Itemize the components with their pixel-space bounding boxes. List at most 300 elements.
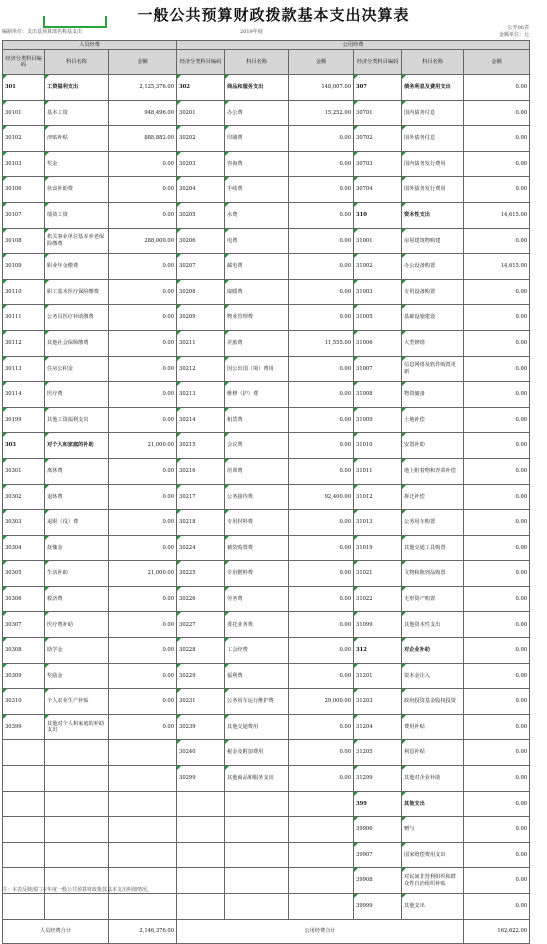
row-amount [109,766,177,792]
row-code: 30209 [177,305,225,331]
table-row [3,100,530,126]
row-name: 奖金 [45,151,109,177]
row-name: 房屋建筑物购建 [402,228,464,254]
row-amount: 0.00 [109,638,177,664]
row-name: 办公费 [225,100,289,126]
row-amount: 0.00 [464,330,530,356]
row-code: 39908 [354,868,402,894]
row-amount: 0.00 [109,612,177,638]
row-amount [109,817,177,843]
row-name: 绩效工资 [45,202,109,228]
selection-marker [43,16,107,28]
row-name: 物业管理费 [225,305,289,331]
row-code: 31001 [354,228,402,254]
row-name: 基础设施建设 [402,305,464,331]
row-amount [109,894,177,920]
row-name: 维修（护）费 [225,382,289,408]
row-amount [289,817,354,843]
table-number: 公开06表 [507,25,529,31]
row-amount: 0.00 [464,663,530,689]
row-code: 30203 [177,151,225,177]
row-amount: 0.00 [464,433,530,459]
row-name: 无形资产购置 [402,586,464,612]
row-amount: 0.00 [464,305,530,331]
row-name: 电费 [225,228,289,254]
row-amount: 0.00 [109,356,177,382]
row-name: 个人农业生产补贴 [45,689,109,715]
row-code: 30208 [177,279,225,305]
row-amount: 0.00 [289,433,354,459]
row-code: 302 [177,75,225,101]
row-name: 专用材料费 [225,510,289,536]
row-code: 31201 [354,663,402,689]
row-name: 国外债务发行费用 [402,177,464,203]
row-amount: 0.00 [464,535,530,561]
personnel-total-label: 人员经费合计 [3,919,109,943]
col-amount: 金额 [109,50,177,75]
row-name: 文物和陈列品购置 [402,561,464,587]
row-amount: 0.00 [464,279,530,305]
row-name: 差旅费 [225,330,289,356]
row-amount: 0.00 [464,561,530,587]
row-name: 其他支出 [402,894,464,920]
row-code: 31203 [354,689,402,715]
row-code: 31019 [354,535,402,561]
row-amount: 0.00 [109,177,177,203]
row-amount: 0.00 [289,305,354,331]
row-code: 39906 [354,817,402,843]
table-row [3,586,530,612]
row-amount: 21,000.00 [109,433,177,459]
row-code: 30701 [354,100,402,126]
row-code: 303 [3,433,45,459]
row-code: 30213 [177,382,225,408]
row-code: 30106 [3,177,45,203]
row-code [177,791,225,817]
row-code: 30206 [177,228,225,254]
row-name: 住房公积金 [45,356,109,382]
row-name: 国内债务发行费用 [402,151,464,177]
row-code: 30114 [3,382,45,408]
row-amount: 0.00 [289,202,354,228]
row-code: 30224 [177,535,225,561]
row-code: 30301 [3,458,45,484]
row-code: 31007 [354,356,402,382]
row-amount: 0.00 [464,612,530,638]
row-amount: 0.00 [289,535,354,561]
row-name: 地上附着物和青苗补偿 [402,458,464,484]
row-name: 奖励金 [45,663,109,689]
table-row [3,305,530,331]
row-code: 310 [354,202,402,228]
row-code: 307 [354,75,402,101]
row-name [45,740,109,766]
row-name [45,894,109,920]
row-code: 312 [354,638,402,664]
row-code: 31003 [354,279,402,305]
row-name: 政府投资基金股权投资 [402,689,464,715]
row-code [3,791,45,817]
row-name: 对个人和家庭的补助 [45,433,109,459]
row-amount: 0.00 [109,305,177,331]
public-total-label: 公用经费合计 [177,919,464,943]
row-code: 31005 [354,305,402,331]
row-amount: 0.00 [109,151,177,177]
row-amount [109,740,177,766]
row-code [177,842,225,868]
totals-row [3,919,530,943]
row-code: 39999 [354,894,402,920]
row-amount [289,791,354,817]
row-amount: 0.00 [109,458,177,484]
row-amount: 0.00 [464,740,530,766]
table-row [3,663,530,689]
row-name: 土地补偿 [402,407,464,433]
row-code: 31022 [354,586,402,612]
row-name: 劳务费 [225,586,289,612]
row-name: 生活补助 [45,561,109,587]
footnote: 注：本表反映部门本年度一般公共预算财政拨款基本支出明细情况。 [2,887,153,893]
row-code: 30310 [3,689,45,715]
row-amount: 0.00 [109,535,177,561]
row-amount: 0.00 [109,382,177,408]
row-name: 专用设备购置 [402,279,464,305]
row-amount: 0.00 [464,714,530,740]
row-code: 30112 [3,330,45,356]
table-row [3,894,530,920]
table-row [3,330,530,356]
row-code: 30308 [3,638,45,664]
row-code [177,868,225,894]
row-code: 30113 [3,356,45,382]
row-code: 30302 [3,484,45,510]
row-name: 退休费 [45,484,109,510]
row-name: 职业年金缴费 [45,254,109,280]
row-amount: 0.00 [464,177,530,203]
row-code: 30240 [177,740,225,766]
row-amount: 0.00 [464,842,530,868]
row-name: 会议费 [225,433,289,459]
row-amount: 0.00 [464,791,530,817]
row-code: 30211 [177,330,225,356]
col-code: 经济分类科目编码 [354,50,402,75]
row-amount: 0.00 [289,151,354,177]
row-amount: 0.00 [289,740,354,766]
row-code: 30399 [3,714,45,740]
row-code: 30305 [3,561,45,587]
table-row [3,202,530,228]
row-amount [289,842,354,868]
row-name: 邮电费 [225,254,289,280]
row-amount: 0.00 [289,586,354,612]
expenditure-table [2,40,530,944]
row-amount: 0.00 [109,484,177,510]
row-name: 对企业补助 [402,638,464,664]
row-amount: 92,400.00 [289,484,354,510]
row-amount: 0.00 [464,407,530,433]
row-name: 拆迁补偿 [402,484,464,510]
row-code: 30704 [354,177,402,203]
row-code: 30307 [3,612,45,638]
row-amount: 0.00 [289,714,354,740]
row-code: 30109 [3,254,45,280]
table-row [3,458,530,484]
row-code: 30303 [3,510,45,536]
row-amount: 0.00 [464,638,530,664]
row-code: 30239 [177,714,225,740]
row-name: 其他支出 [402,791,464,817]
row-code: 301 [3,75,45,101]
table-row [3,791,530,817]
row-name: 机关事业单位基本养老保险缴费 [45,228,109,254]
table-row [3,356,530,382]
row-amount: 0.00 [289,177,354,203]
row-amount: 0.00 [464,586,530,612]
row-code: 30205 [177,202,225,228]
row-name [45,766,109,792]
row-name: 安置补助 [402,433,464,459]
row-name: 国外债务付息 [402,126,464,152]
row-code: 30304 [3,535,45,561]
row-name: 抚恤金 [45,535,109,561]
row-code: 30212 [177,356,225,382]
row-code: 30110 [3,279,45,305]
row-amount [289,868,354,894]
row-amount: 0.00 [464,689,530,715]
row-amount: 14,615.00 [464,202,530,228]
row-name: 退职（役）费 [45,510,109,536]
row-code: 31008 [354,382,402,408]
row-name: 资本性支出 [402,202,464,228]
row-code: 31204 [354,714,402,740]
row-amount: 0.00 [289,638,354,664]
row-name: 赠与 [402,817,464,843]
row-code: 31010 [354,433,402,459]
row-code: 30108 [3,228,45,254]
table-row [3,151,530,177]
row-name: 咨询费 [225,151,289,177]
row-amount: 0.00 [464,356,530,382]
row-name: 其他社会保障缴费 [45,330,109,356]
row-code [177,817,225,843]
row-name: 其他对企业补助 [402,766,464,792]
row-amount [109,791,177,817]
row-amount: 0.00 [464,126,530,152]
row-code: 30214 [177,407,225,433]
row-amount: 0.00 [109,689,177,715]
row-code: 30202 [177,126,225,152]
col-code: 经济分类科目编码 [3,50,45,75]
row-amount: 0.00 [109,510,177,536]
row-name: 印刷费 [225,126,289,152]
row-amount: 0.00 [464,484,530,510]
row-amount: 0.00 [289,458,354,484]
row-name: 资本金注入 [402,663,464,689]
public-group-header: 公用经费 [177,41,530,50]
row-amount: 0.00 [289,382,354,408]
row-code: 30229 [177,663,225,689]
row-name: 职工基本医疗保险缴费 [45,279,109,305]
row-code: 31009 [354,407,402,433]
row-name: 其他资本性支出 [402,612,464,638]
row-code: 30299 [177,766,225,792]
row-amount [289,894,354,920]
row-amount: 0.00 [464,894,530,920]
public-total-amount: 162,622.00 [464,919,530,943]
row-name: 费用补贴 [402,714,464,740]
row-name [225,842,289,868]
row-name: 工会经费 [225,638,289,664]
row-amount: 0.00 [289,254,354,280]
row-name: 专用燃料费 [225,561,289,587]
row-code: 30226 [177,586,225,612]
table-body [3,75,530,920]
row-name: 其他工资福利支出 [45,407,109,433]
row-code: 30217 [177,484,225,510]
row-name [45,791,109,817]
row-code: 31002 [354,254,402,280]
row-name [225,868,289,894]
row-amount: 29,000.00 [289,689,354,715]
table-row [3,817,530,843]
table-row [3,177,530,203]
row-name: 其他交通工具购置 [402,535,464,561]
row-name: 其他交通费用 [225,714,289,740]
table-row [3,279,530,305]
row-amount: 0.00 [464,100,530,126]
table-row [3,740,530,766]
row-name: 水费 [225,202,289,228]
row-name: 福利费 [225,663,289,689]
row-amount: 0.00 [289,407,354,433]
row-amount: 0.00 [464,766,530,792]
row-amount: 0.00 [289,356,354,382]
row-name: 公务用车购置 [402,510,464,536]
row-code: 30107 [3,202,45,228]
table-row [3,561,530,587]
row-code: 30306 [3,586,45,612]
row-code: 30216 [177,458,225,484]
row-code: 30201 [177,100,225,126]
row-code: 30702 [354,126,402,152]
row-amount: 888,882.00 [109,126,177,152]
row-amount: 0.00 [109,279,177,305]
row-code: 30309 [3,663,45,689]
row-name: 商品和服务支出 [225,75,289,101]
row-code: 399 [354,791,402,817]
row-name: 工资福利支出 [45,75,109,101]
row-code [3,817,45,843]
row-amount: 0.00 [289,766,354,792]
row-name: 国内债务付息 [402,100,464,126]
row-name [225,817,289,843]
row-amount: 21,000.00 [109,561,177,587]
page-title: 一般公共预算财政拨款基本支出决算表 [137,6,410,24]
row-name: 培训费 [225,458,289,484]
row-amount: 0.00 [109,407,177,433]
row-code: 31011 [354,458,402,484]
row-amount: 0.00 [289,561,354,587]
row-name: 租赁费 [225,407,289,433]
row-name [45,817,109,843]
row-code: 30103 [3,151,45,177]
row-name: 委托业务费 [225,612,289,638]
row-code [177,894,225,920]
row-code [3,766,45,792]
row-amount: 0.00 [109,202,177,228]
row-code: 31013 [354,510,402,536]
row-amount: 14,615.00 [464,254,530,280]
row-code: 31006 [354,330,402,356]
row-name: 信息网络及软件购置更新 [402,356,464,382]
row-name: 大型修缮 [402,330,464,356]
row-amount [109,842,177,868]
row-amount: 0.00 [464,817,530,843]
table-row [3,612,530,638]
money-unit: 金额单位：元 [498,32,529,38]
table-row [3,228,530,254]
row-name: 物资储备 [402,382,464,408]
row-amount: 0.00 [289,612,354,638]
row-name: 取暖费 [225,279,289,305]
col-name: 科目名称 [402,50,464,75]
row-amount: 0.00 [289,510,354,536]
row-amount: 0.00 [289,126,354,152]
table-row [3,382,530,408]
row-code: 31021 [354,561,402,587]
row-code: 30102 [3,126,45,152]
row-name: 被装购置费 [225,535,289,561]
row-name: 其他对个人和家庭的补助支出 [45,714,109,740]
row-code: 30101 [3,100,45,126]
row-name: 助学金 [45,638,109,664]
table-row [3,689,530,715]
row-amount: 0.00 [289,663,354,689]
row-amount: 0.00 [289,279,354,305]
table-row [3,535,530,561]
row-name: 津贴补贴 [45,126,109,152]
row-amount: 288,000.00 [109,228,177,254]
row-name: 利息补贴 [402,740,464,766]
row-code: 31099 [354,612,402,638]
row-amount: 0.00 [109,714,177,740]
row-name: 基本工资 [45,100,109,126]
row-code: 31299 [354,766,402,792]
row-amount: 0.00 [464,228,530,254]
row-amount: 0.00 [289,228,354,254]
row-name [225,791,289,817]
row-name: 离休费 [45,458,109,484]
row-amount: 2,125,376.00 [109,75,177,101]
row-amount: 0.00 [109,586,177,612]
row-name: 因公出国（境）费用 [225,356,289,382]
col-code: 经济分类科目编码 [177,50,225,75]
table-row [3,407,530,433]
row-name: 国家赔偿费用支出 [402,842,464,868]
row-code: 30199 [3,407,45,433]
row-amount: 0.00 [109,330,177,356]
row-name: 公务员医疗补助缴费 [45,305,109,331]
row-code [3,894,45,920]
personnel-group-header: 人员经费 [3,41,177,50]
row-code: 30218 [177,510,225,536]
table-row [3,638,530,664]
row-amount: 0.00 [109,254,177,280]
table-row [3,484,530,510]
table-row [3,433,530,459]
row-name: 其他商品和服务支出 [225,766,289,792]
row-name: 伙食补助费 [45,177,109,203]
